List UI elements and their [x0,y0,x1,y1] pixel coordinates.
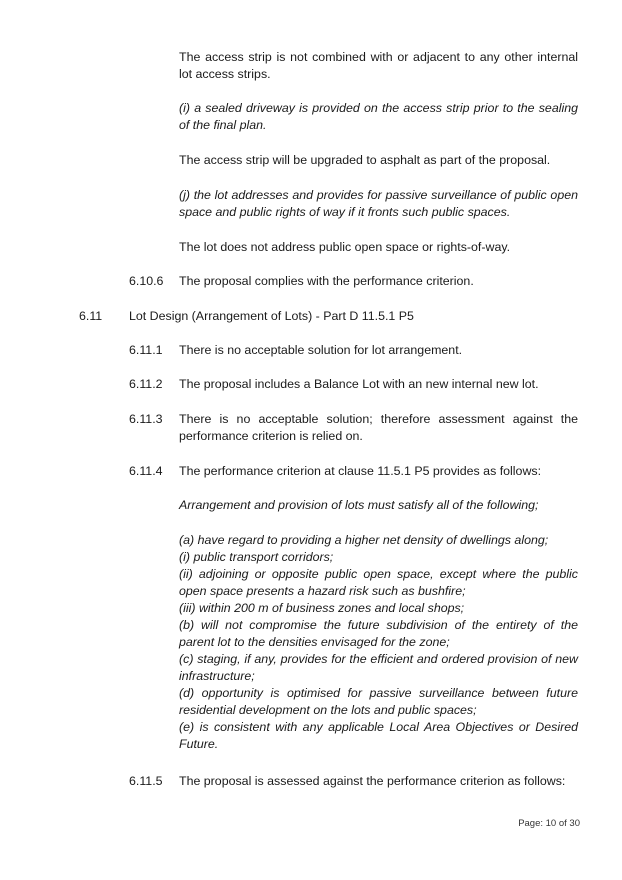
quote-line-c: (c) staging, if any, provides for the efficient and ordered provision of new infrastructure; [179,652,578,683]
item-number-6-10-6: 6.10.6 [129,274,164,288]
quote-line-d: (d) opportunity is optimised for passive surveillance between future residential development on the lots and public spaces; [179,686,578,717]
quote-line-b: (b) will not compromise the future subdivision of the entirety of the parent lot to the densities envisaged for the zone; [179,618,578,649]
item-text-6-11-2: The proposal includes a Balance Lot with an new internal new lot. [179,377,539,391]
quote-line-ii: (ii) adjoining or opposite public open space, except where the public open space presents a hazard risk such as bushfire; [179,567,578,598]
section-number-6-11: 6.11 [79,309,103,323]
quote-line-a: (a) have regard to providing a higher net density of dwellings along; [179,533,549,547]
paragraph-criterion-j: (j) the lot addresses and provides for passive surveillance of public open space and public rights of way if it fronts such public spaces. [179,188,578,219]
paragraph-asphalt: The access strip will be upgraded to asphalt as part of the proposal. [179,153,551,167]
item-number-6-11-1: 6.11.1 [129,343,163,357]
quote-criteria-list [179,532,578,753]
paragraph-criterion-i: (i) a sealed driveway is provided on the access strip prior to the sealing of the final plan. [179,101,578,132]
item-text-6-11-1: There is no acceptable solution for lot arrangement. [179,343,463,357]
item-text-6-11-3: There is no acceptable solution; therefore assessment against the performance criterion is relied on. [179,412,578,443]
quote-line-e: (e) is consistent with any applicable Local Area Objectives or Desired Future. [179,720,578,751]
section-title-6-11: Lot Design (Arrangement of Lots) - Part D 11.5.1 P5 [129,309,414,323]
quote-intro: Arrangement and provision of lots must satisfy all of the following; [179,498,539,512]
quote-line-i: (i) public transport corridors; [179,550,334,564]
item-number-6-11-4: 6.11.4 [129,464,163,478]
item-number-6-11-2: 6.11.2 [129,377,163,391]
paragraph-open-space: The lot does not address public open space or rights-of-way. [179,240,511,254]
item-number-6-11-3: 6.11.3 [129,412,163,426]
item-number-6-11-5: 6.11.5 [129,774,163,788]
item-text-6-11-5: The proposal is assessed against the performance criterion as follows: [179,774,566,788]
quote-line-iii: (iii) within 200 m of business zones and local shops; [179,601,465,615]
paragraph-access-strip: The access strip is not combined with or adjacent to any other internal lot access strips. [179,50,578,81]
item-text-6-10-6: The proposal complies with the performance criterion. [179,274,474,288]
page-number: Page: 10 of 30 [518,818,580,829]
item-text-6-11-4: The performance criterion at clause 11.5.1 P5 provides as follows: [179,464,542,478]
